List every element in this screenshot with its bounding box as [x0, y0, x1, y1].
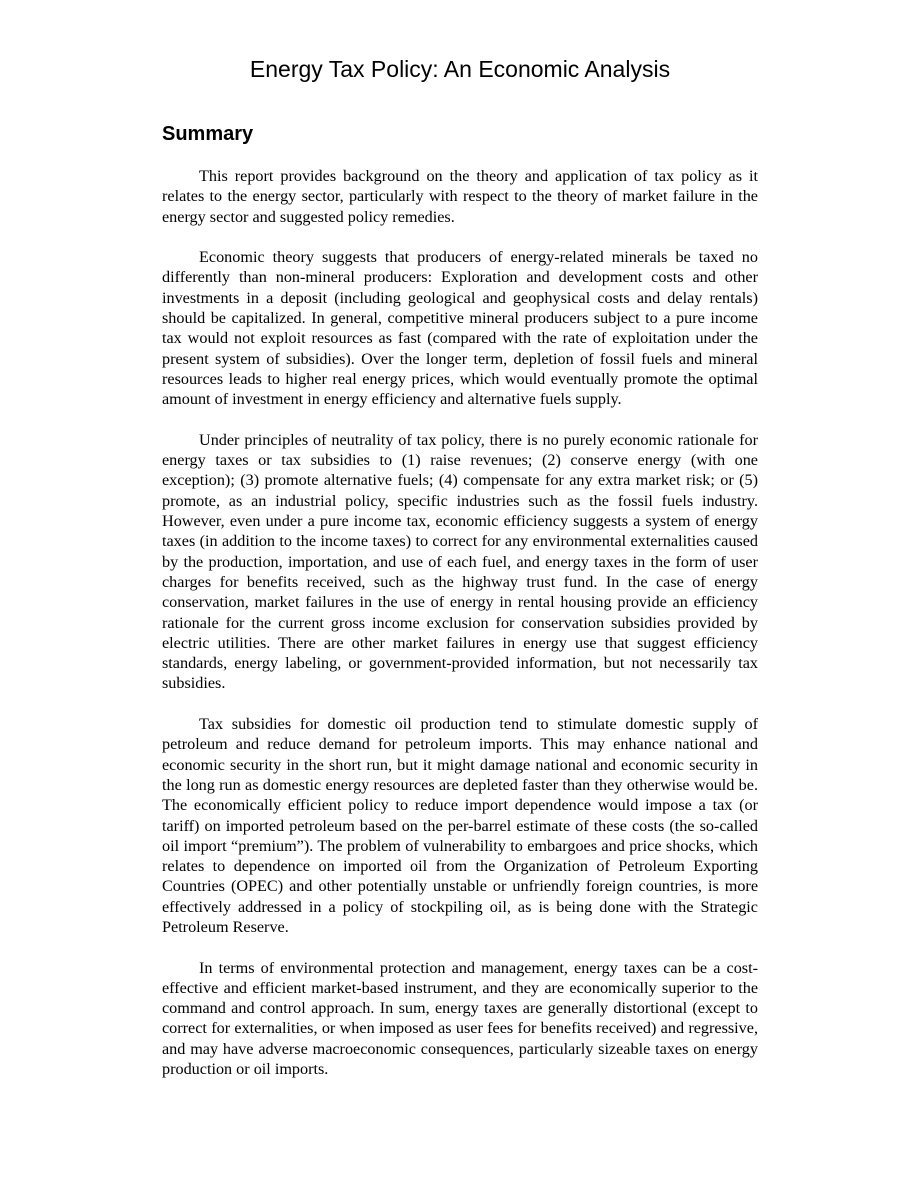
paragraph-1: This report provides background on the theory and application of tax policy as it relates to the energy sector, particularly with respect to the theory of market failure in the energy sector and suggested policy remedies. [162, 167, 758, 226]
page-title: Energy Tax Policy: An Economic Analysis [249, 56, 671, 82]
paragraph-4: Tax subsidies for domestic oil production tend to stimulate domestic supply of petroleum and reduce demand for petroleum imports. This may enhance national and economic security in the short run, but it might damage national and economic security in the long run as domestic energy resources are depleted faster than they otherwise would be. The economically efficient policy to reduce import dependence would impose a tax (or tariff) on imported petroleum based on the per-barrel estimate of these costs (the so-called oil import “premium”). The problem of vulnerability to embargoes and price shocks, which relates to dependence on imported oil from the Organization of Petroleum Exporting Countries (OPEC) and other potentially unstable or unfriendly foreign countries, is more effectively addressed in a policy of stockpiling oil, as is being done with the Strategic Petroleum Reserve. [162, 715, 758, 936]
section-heading-summary: Summary [162, 123, 254, 145]
summary-body [162, 166, 758, 1100]
paragraph-5: In terms of environmental protection and management, energy taxes can be a cost-effective and efficient market-based instrument, and they are economically superior to the command and control approach. In sum, energy taxes are generally distortional (except to correct for externalities, or when imposed as user fees for benefits received) and regressive, and may have adverse macroeconomic consequences, particularly sizeable taxes on energy production or oil imports. [162, 958, 758, 1079]
paragraph-2: Economic theory suggests that producers of energy-related minerals be taxed no differently than non-mineral producers: Exploration and development costs and other investments in a deposit (including geological and geophysical costs and delay rentals) should be capitalized. In general, competitive mineral producers subject to a pure income tax would not exploit resources as fast (compared with the rate of exploitation under the present system of subsidies). Over the longer term, depletion of fossil fuels and mineral resources leads to higher real energy prices, which would eventually promote the optimal amount of investment in energy efficiency and alternative fuels supply. [162, 248, 758, 409]
paragraph-3: Under principles of neutrality of tax policy, there is no purely economic rationale for energy taxes or tax subsidies to (1) raise revenues; (2) conserve energy (with one exception); (3) promote alternative fuels; (4) compensate for any extra market risk; or (5) promote, as an industrial policy, specific industries such as the fossil fuels industry. However, even under a pure income tax, economic efficiency suggests a system of energy taxes (in addition to the income taxes) to correct for any environmental externalities caused by the production, importation, and use of each fuel, and energy taxes in the form of user charges for benefits received, such as the highway trust fund. In the case of energy conservation, market failures in the use of energy in rental housing provide an efficiency rationale for the current gross income exclusion for conservation subsidies provided by electric utilities. There are other market failures in energy use that suggest efficiency standards, energy labeling, or government-provided information, but not necessarily tax subsidies. [162, 430, 758, 693]
